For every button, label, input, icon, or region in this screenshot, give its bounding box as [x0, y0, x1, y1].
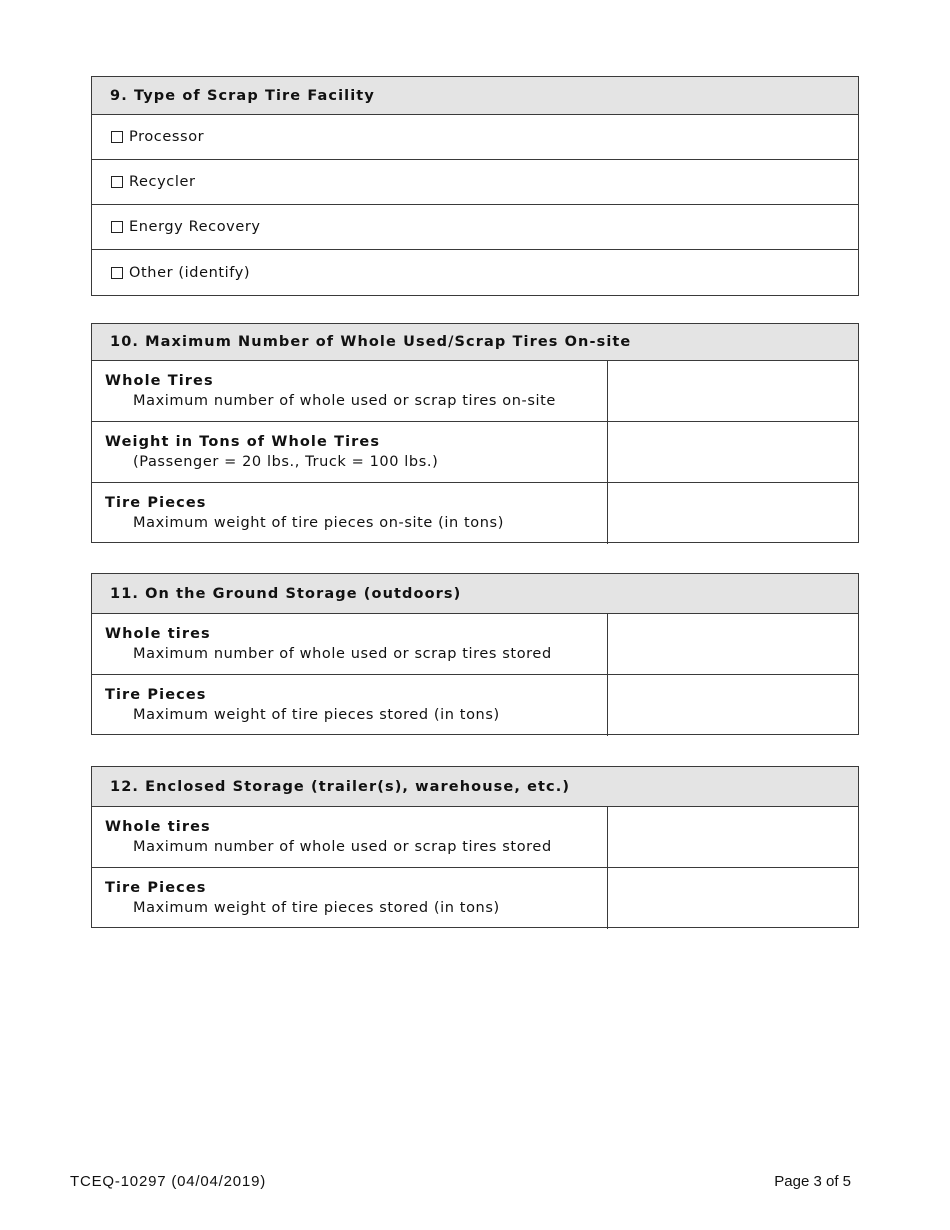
section-10-max-tires-onsite — [91, 323, 859, 543]
section-9-facility-type — [91, 76, 859, 296]
checkbox-processor[interactable] — [111, 131, 123, 143]
page-number: Page 3 of 5 — [774, 1173, 851, 1190]
form-id: TCEQ-10297 (04/04/2019) — [70, 1173, 267, 1190]
checkbox-recycler[interactable] — [111, 176, 123, 188]
row-description: Maximum number of whole used or scrap tires stored — [133, 839, 552, 855]
option-label: Processor — [129, 129, 205, 145]
row-description: Maximum number of whole used or scrap tires stored — [133, 646, 552, 662]
option-label: Other (identify) — [129, 264, 251, 281]
checkbox-energy-recovery[interactable] — [111, 221, 123, 233]
section-11-ground-storage — [91, 573, 859, 735]
row-tire-pieces — [92, 868, 858, 929]
row-description: Maximum weight of tire pieces on-site (in tons) — [133, 515, 504, 531]
option-recycler[interactable] — [92, 160, 858, 205]
row-whole-tires — [92, 614, 858, 675]
row-description: (Passenger = 20 lbs., Truck = 100 lbs.) — [133, 454, 439, 470]
row-description: Maximum weight of tire pieces stored (in tons) — [133, 900, 500, 916]
section-11-header: 11. On the Ground Storage (outdoors) — [92, 574, 858, 614]
option-processor[interactable] — [92, 115, 858, 160]
row-description: Maximum weight of tire pieces stored (in tons) — [133, 707, 500, 723]
row-title: Tire Pieces — [105, 687, 207, 703]
whole-tires-input[interactable] — [608, 361, 858, 421]
tire-pieces-input[interactable] — [608, 483, 858, 544]
section-12-enclosed-storage — [91, 766, 859, 928]
option-label: Energy Recovery — [129, 219, 261, 235]
row-title: Tire Pieces — [105, 495, 207, 511]
option-other[interactable] — [92, 250, 858, 295]
row-description: Maximum number of whole used or scrap tires on-site — [133, 393, 556, 409]
checkbox-other[interactable] — [111, 267, 123, 279]
row-title: Whole tires — [105, 819, 211, 835]
enclosed-tire-pieces-input[interactable] — [608, 868, 858, 929]
row-whole-tires — [92, 361, 858, 422]
section-12-header: 12. Enclosed Storage (trailer(s), warehouse, etc.) — [92, 767, 858, 807]
row-title: Weight in Tons of Whole Tires — [105, 434, 381, 450]
ground-tire-pieces-input[interactable] — [608, 675, 858, 736]
row-title: Whole Tires — [105, 373, 214, 389]
row-tire-pieces — [92, 483, 858, 544]
row-weight-whole-tires — [92, 422, 858, 483]
weight-whole-tires-input[interactable] — [608, 422, 858, 482]
section-9-header: 9. Type of Scrap Tire Facility — [92, 77, 858, 115]
row-title: Whole tires — [105, 626, 211, 642]
option-energy-recovery[interactable] — [92, 205, 858, 250]
option-label: Recycler — [129, 174, 196, 190]
row-whole-tires — [92, 807, 858, 868]
ground-whole-tires-input[interactable] — [608, 614, 858, 674]
enclosed-whole-tires-input[interactable] — [608, 807, 858, 867]
section-10-header: 10. Maximum Number of Whole Used/Scrap Tires On-site — [92, 324, 858, 361]
row-tire-pieces — [92, 675, 858, 736]
row-title: Tire Pieces — [105, 880, 207, 896]
